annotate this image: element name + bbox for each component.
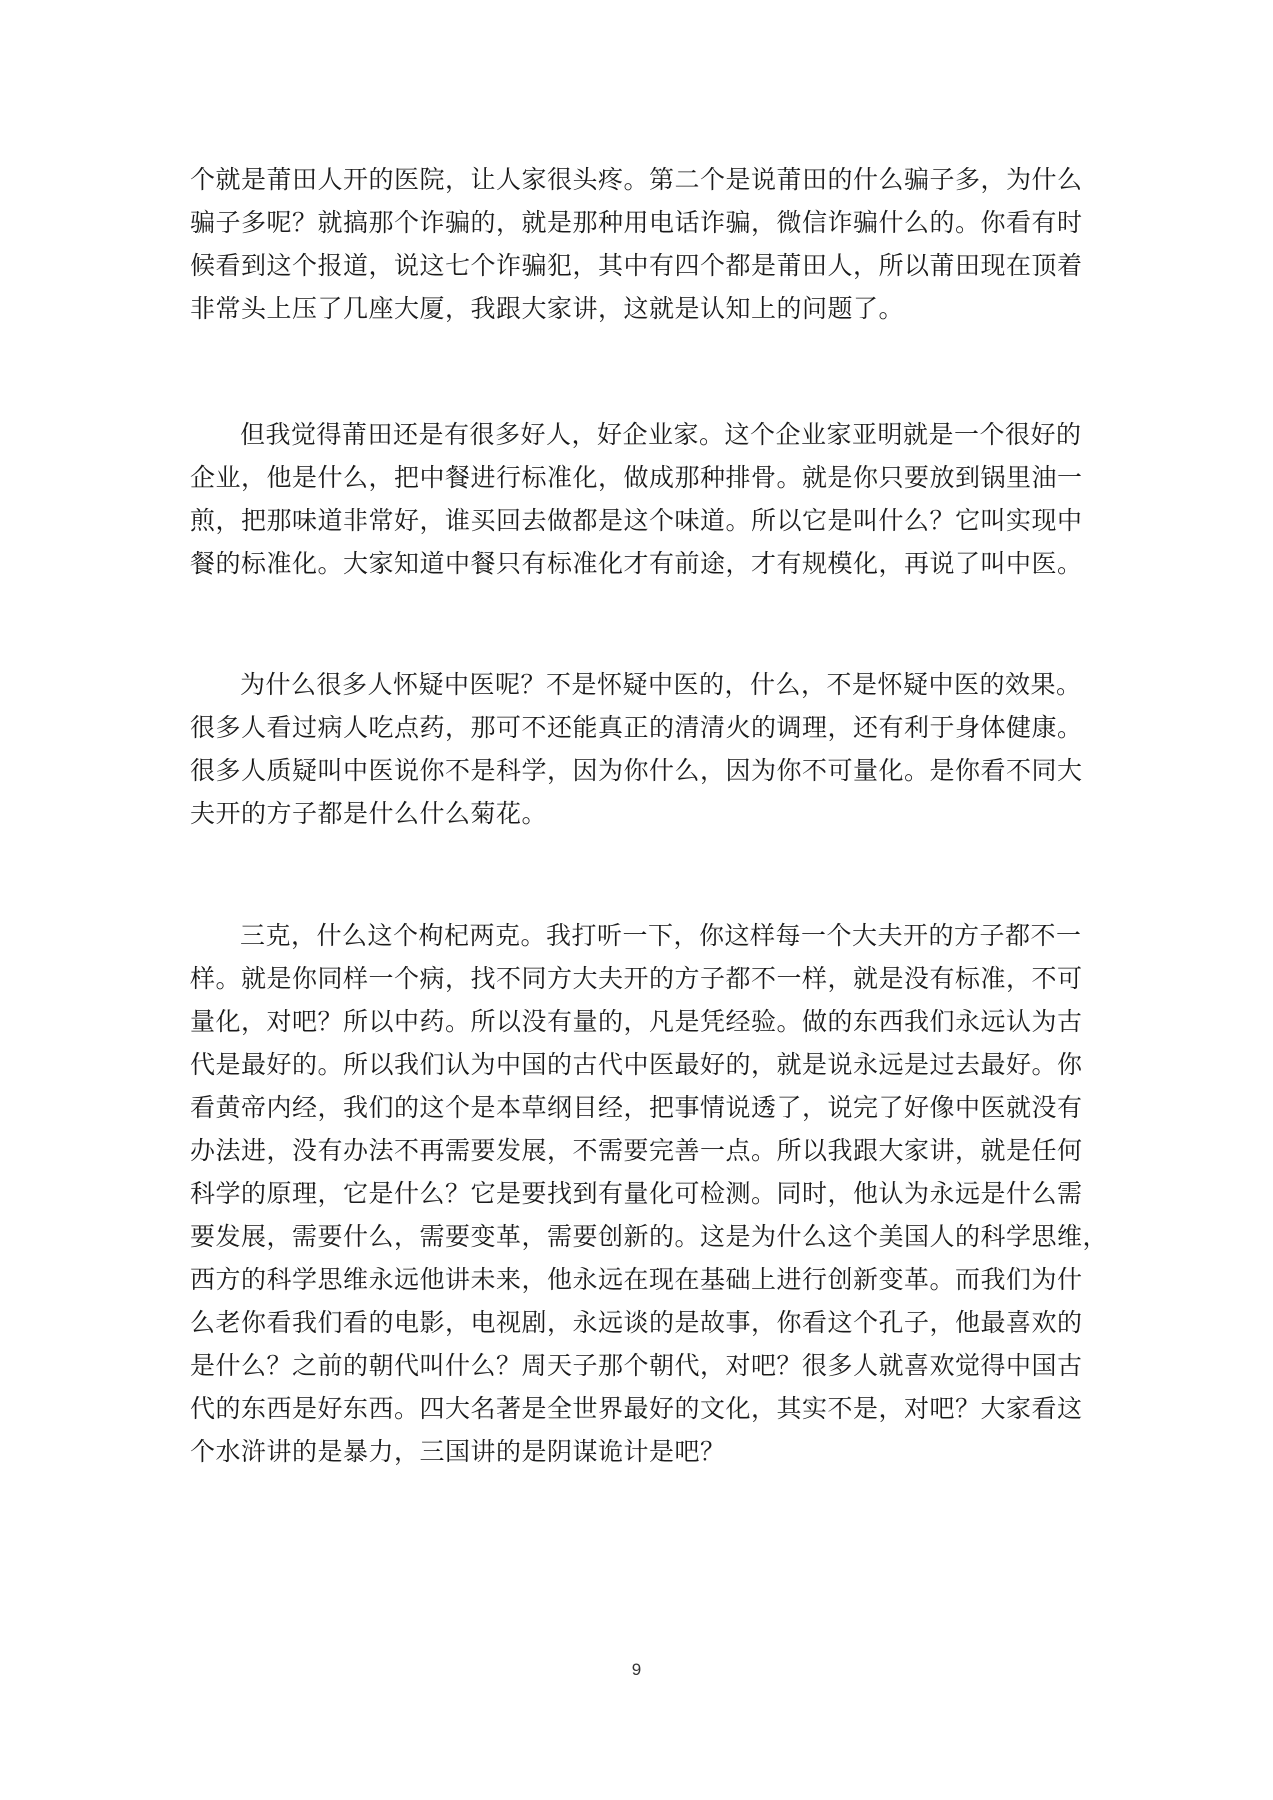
text-line: 西方的科学思维永远他讲未来，他永远在现在基础上进行创新变革。而我们为什 <box>190 1265 1083 1294</box>
text-line: 是什么？之前的朝代叫什么？周天子那个朝代，对吧？很多人就喜欢觉得中国古 <box>190 1351 1083 1380</box>
text-line: 很多人看过病人吃点药，那可不还能真正的清清火的调理，还有利于身体健康。 <box>190 713 1083 742</box>
text-line: 量化，对吧？所以中药。所以没有量的，凡是凭经验。做的东西我们永远认为古 <box>190 1007 1083 1036</box>
text-line: 候看到这个报道，说这七个诈骗犯，其中有四个都是莆田人，所以莆田现在顶着 <box>190 251 1083 280</box>
text-line: 但我觉得莆田还是有很多好人，好企业家。这个企业家亚明就是一个很好的 <box>240 420 1082 449</box>
page-number: 9 <box>631 1660 642 1679</box>
text-line: 为什么很多人怀疑中医呢？不是怀疑中医的，什么，不是怀疑中医的效果。 <box>240 670 1082 699</box>
text-line: 非常头上压了几座大厦，我跟大家讲，这就是认知上的问题了。 <box>190 294 905 323</box>
text-line: 很多人质疑叫中医说你不是科学，因为你什么，因为你不可量化。是你看不同大 <box>190 756 1083 785</box>
text-line: 要发展，需要什么，需要变革，需要创新的。这是为什么这个美国人的科学思维， <box>190 1222 1109 1251</box>
text-line: 骗子多呢？就搞那个诈骗的，就是那种用电话诈骗，微信诈骗什么的。你看有时 <box>190 208 1083 237</box>
text-line: 科学的原理，它是什么？它是要找到有量化可检测。同时，他认为永远是什么需 <box>190 1179 1083 1208</box>
text-line: 企业，他是什么，把中餐进行标准化，做成那种排骨。就是你只要放到锅里油一 <box>190 463 1083 492</box>
text-line: 么老你看我们看的电影，电视剧，永远谈的是故事，你看这个孔子，他最喜欢的 <box>190 1308 1083 1337</box>
text-line: 餐的标准化。大家知道中餐只有标准化才有前途，才有规模化，再说了叫中医。 <box>190 549 1083 578</box>
text-line: 代的东西是好东西。四大名著是全世界最好的文化，其实不是，对吧？大家看这 <box>190 1394 1083 1423</box>
text-line: 样。就是你同样一个病，找不同方大夫开的方子都不一样，就是没有标准，不可 <box>190 964 1083 993</box>
paragraph-4 <box>190 923 1108 1482</box>
text-line: 看黄帝内经，我们的这个是本草纲目经，把事情说透了，说完了好像中医就没有 <box>190 1093 1083 1122</box>
text-line: 煎，把那味道非常好，谁买回去做都是这个味道。所以它是叫什么？它叫实现中 <box>190 506 1083 535</box>
paragraph-2 <box>190 422 1083 594</box>
paragraph-3 <box>190 672 1083 844</box>
text-line: 个就是莆田人开的医院，让人家很头疼。第二个是说莆田的什么骗子多，为什么 <box>190 165 1083 194</box>
paragraph-1 <box>190 167 1083 339</box>
text-line: 三克，什么这个枸杞两克。我打听一下，你这样每一个大夫开的方子都不一 <box>240 921 1082 950</box>
text-line: 办法进，没有办法不再需要发展，不需要完善一点。所以我跟大家讲，就是任何 <box>190 1136 1083 1165</box>
text-line: 代是最好的。所以我们认为中国的古代中医最好的，就是说永远是过去最好。你 <box>190 1050 1083 1079</box>
text-line: 夫开的方子都是什么什么菊花。 <box>190 799 548 828</box>
text-line: 个水浒讲的是暴力，三国讲的是阴谋诡计是吧？ <box>190 1437 726 1466</box>
